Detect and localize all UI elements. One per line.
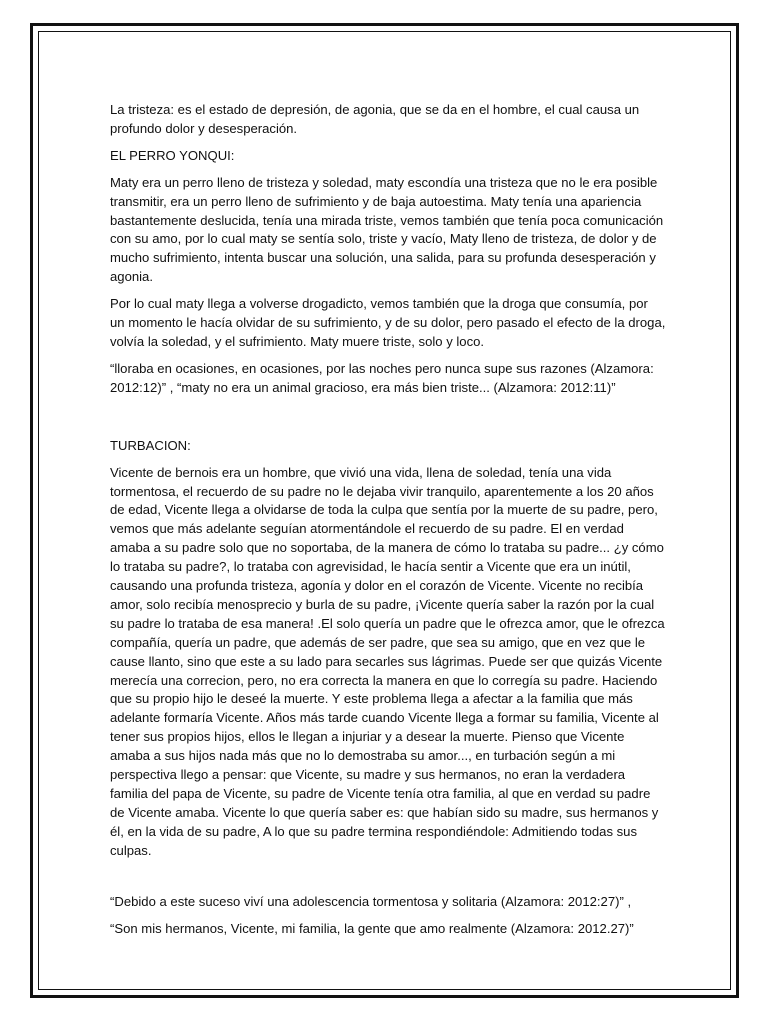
spacer [110,869,666,893]
quote-vicente-1: “Debido a este suceso viví una adolescencia tormentosa y solitaria (Alzamora: 2012:27)” , [110,893,632,909]
paragraph-maty-description: Maty era un perro lleno de tristeza y soledad, maty escondía una tristeza que no le era posible transmitir, era un perro lleno de sufrimiento y de baja autoestima. Maty tenía una apariencia bastantemente deslucida, tenía una mirada triste, vemos también que tenía poca comunicación con su amo, por lo cual maty se sentía solo, triste y vacío, Maty lleno de tristeza, de dolor y de mucho sufrimiento, intenta buscar una solución, una salida, para su profunda desesperación y agonia. [110,174,664,285]
quote-vicente-2: “Son mis hermanos, Vicente, mi familia, la gente que amo realmente (Alzamora: 2012.27)” [110,920,634,936]
spacer [110,406,666,437]
section-heading-turbacion: TURBACION: [110,437,191,453]
section-heading-perro-yonqui: EL PERRO YONQUI: [110,147,235,163]
paragraph-maty-drugs: Por lo cual maty llega a volverse drogadicto, vemos también que la droga que consumía, por un momento le hacía olvidar de su sufrimiento, y de su dolor, pero pasado el efecto de la droga, volvía la soledad, y el sufrimiento. Maty muere triste, solo y loco. [110,296,666,349]
quote-maty: “lloraba en ocasiones, en ocasiones, por las noches pero nunca supe sus razones (Alzamora: 2012:12)” , “maty no era un animal gracioso, era más bien triste... (Alzamora: 2012:11)” [110,360,654,395]
paragraph-vicente: Vicente de bernois era un hombre, que vivió una vida, llena de soledad, tenía una vida tormentosa, el recuerdo de su padre no le dejaba vivir tranquilo, aparentemente a los 20 años de edad, Vicente llega a olvidarse de toda la culpa que sentía por la muerte de su padre, pero, vemos que más adelante seguían atormentándole el recuerdo de su padre. El en verdad amaba a su padre solo que no soportaba, de la manera de cómo lo trataba su padre... ¿y cómo lo trataba su padre?, lo trataba con agrevisidad, le hacía sentir a Vicente que era un inútil, causando una profunda tristeza, agonía y dolor en el corazón de Vicente. Vicente no recibía amor, solo recibía menosprecio y burla de su padre, ¡Vicente quería saber la razón por la cual su padre lo trataba de esa manera! .El solo quería un padre que le ofrezca amor, que le ofrezca compañía, quería un padre, que además de ser padre, que sea su amigo, que en vez que le cause llanto, sino que este a su lado para secarles sus lágrimas. Puede ser que quizás Vicente merecía una correcion, pero, no era correcta la manera en que lo corregía su padre. Haciendo que su propio hijo le deseé la muerte. Y este problema llega a afectar a la familia que más adelante formaría Vicente. Años más tarde cuando Vicente llega a formar su familia, Vicente al tener sus propios hijos, ellos le llegan a injuriar y a desear la muerte. Pienso que Vicente amaba a sus hijos nada más que no lo demostraba su amor..., en turbación según a mi perspectiva llego a pensar: que Vicente, su madre y sus hermanos, no eran la verdadera familia del papa de Vicente, su padre de Vicente tenía otra familia, al que en verdad su padre de Vicente amaba. Vicente lo que quería saber es: que habían sido su madre, sus hermanos y él, en la vida de su padre, A lo que su padre termina respondiéndole: Admitiendo todas sus culpas. [110,464,665,858]
document-body [110,101,666,946]
intro-paragraph: La tristeza: es el estado de depresión, de agonia, que se da en el hombre, el cual causa un profundo dolor y desesperación. [110,102,640,136]
